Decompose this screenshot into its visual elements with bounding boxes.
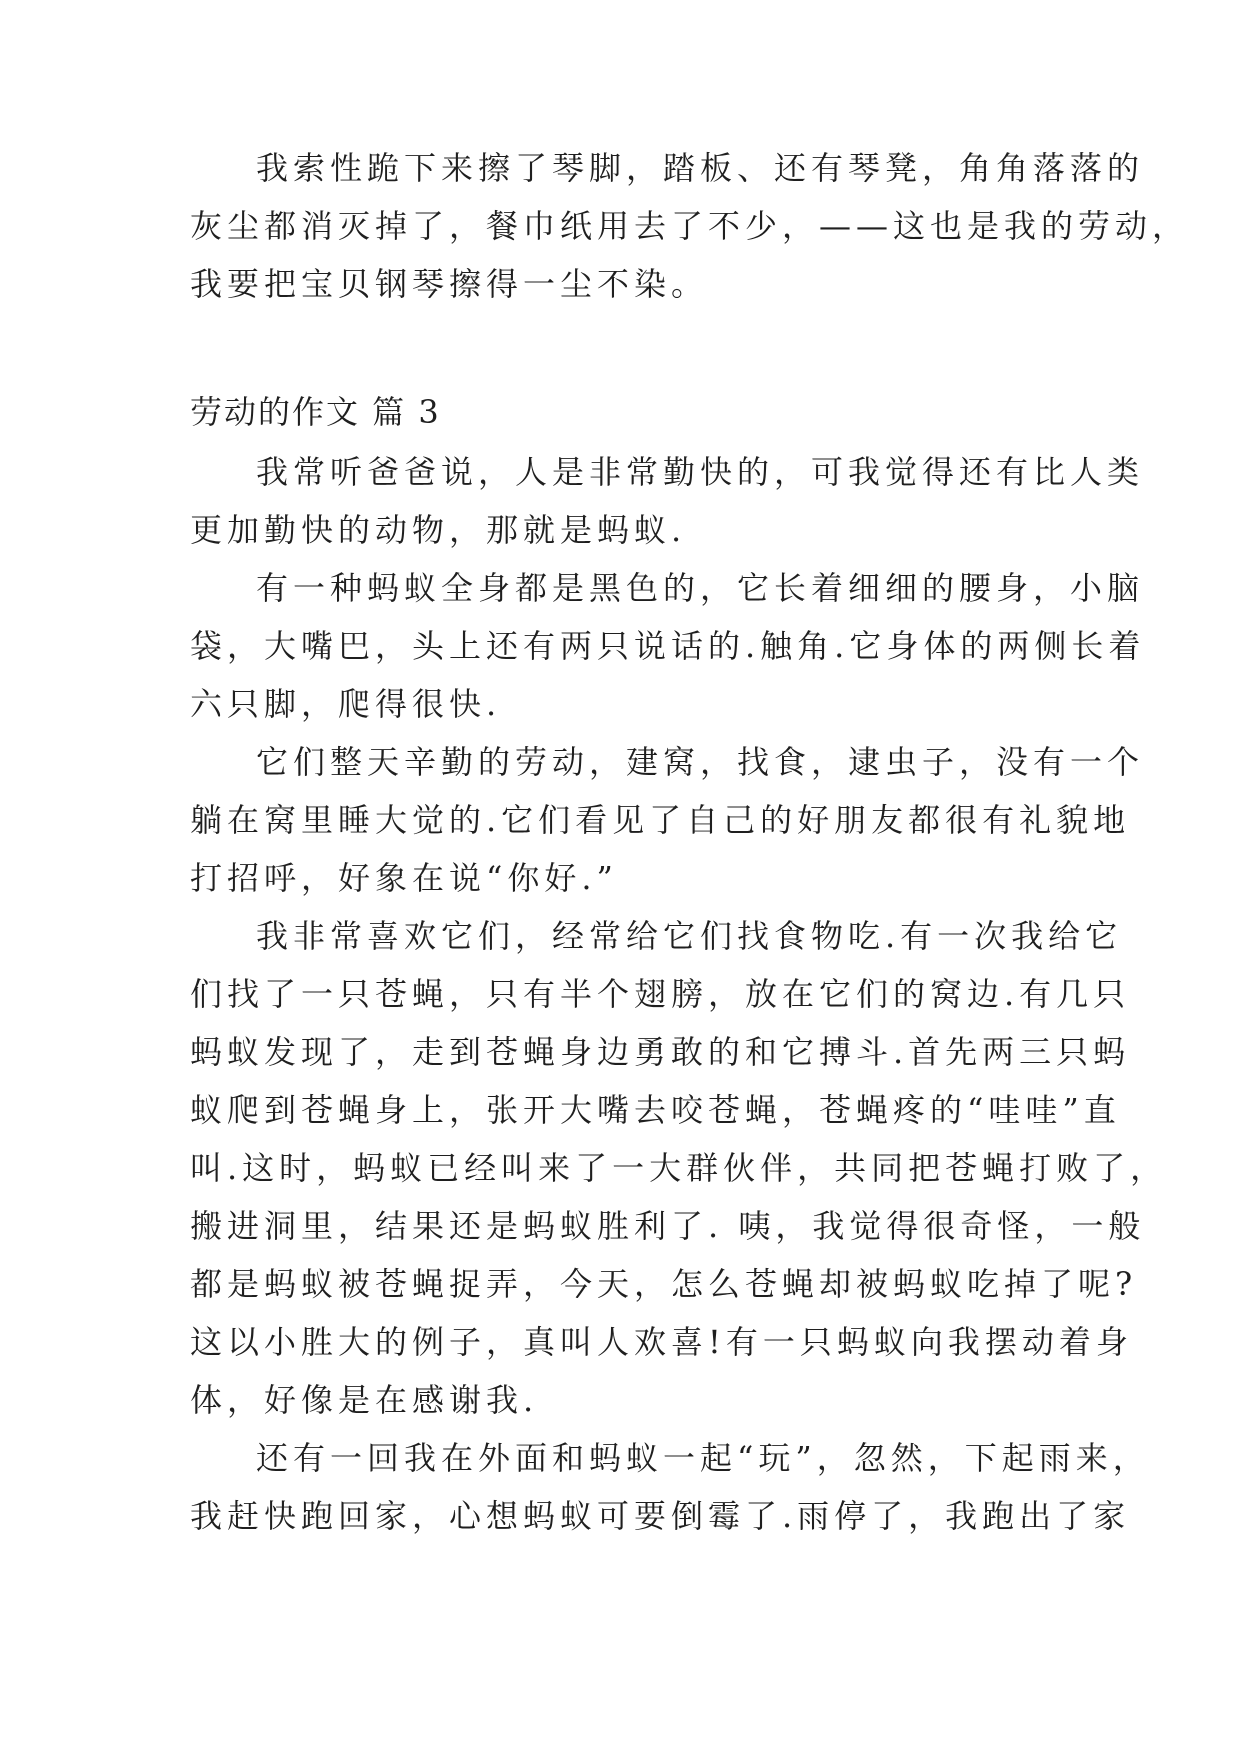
paragraph-line: 六只脚，爬得很快. (190, 685, 502, 723)
paragraph-line: 我索性跪下来擦了琴脚，踏板、还有琴凳，角角落落的 (256, 149, 1145, 187)
paragraph-line: 袋，大嘴巴，头上还有两只说话的.触角.它身体的两侧长着 (190, 627, 1146, 665)
paragraph-line: 这以小胜大的例子，真叫人欢喜!有一只蚂蚁向我摆动着身 (190, 1323, 1133, 1361)
paragraph-line: 叫.这时，蚂蚁已经叫来了一大群伙伴，共同把苍蝇打败了， (190, 1149, 1168, 1187)
paragraph-line: 有一种蚂蚁全身都是黑色的，它长着细细的腰身，小脑 (256, 569, 1145, 607)
paragraph-line: 蚂蚁发现了，走到苍蝇身边勇敢的和它搏斗.首先两三只蚂 (190, 1033, 1131, 1071)
paragraph-line: 灰尘都消灭掉了，餐巾纸用去了不少，——这也是我的劳动， (190, 207, 1190, 245)
paragraph-line: 们找了一只苍蝇，只有半个翅膀，放在它们的窝边.有几只 (190, 975, 1131, 1013)
section-heading: 劳动的作文 篇 3 (190, 393, 441, 431)
paragraph-line: 我非常喜欢它们，经常给它们找食物吃.有一次我给它 (256, 917, 1123, 955)
paragraph-line: 体，好像是在感谢我. (190, 1381, 539, 1419)
paragraph-line: 更加勤快的动物，那就是蚂蚁. (190, 511, 687, 549)
paragraph-line: 我赶快跑回家，心想蚂蚁可要倒霉了.雨停了，我跑出了家 (190, 1497, 1131, 1535)
paragraph-line: 它们整天辛勤的劳动，建窝，找食，逮虫子，没有一个 (256, 743, 1145, 781)
paragraph-line: 都是蚂蚁被苍蝇捉弄，今天，怎么苍蝇却被蚂蚁吃掉了呢? (190, 1265, 1138, 1303)
paragraph-line: 我要把宝贝钢琴擦得一尘不染。 (190, 265, 709, 303)
paragraph-line: 蚁爬到苍蝇身上，张开大嘴去咬苍蝇，苍蝇疼的“哇哇”直 (190, 1091, 1121, 1129)
paragraph-line: 打招呼，好象在说“你好.” (190, 859, 618, 897)
paragraph-line: 还有一回我在外面和蚂蚁一起“玩”，忽然，下起雨来， (256, 1439, 1150, 1477)
paragraph-line: 我常听爸爸说，人是非常勤快的，可我觉得还有比人类 (256, 453, 1145, 491)
paragraph-line: 搬进洞里，结果还是蚂蚁胜利了. 咦，我觉得很奇怪，一般 (190, 1207, 1146, 1245)
paragraph-line: 躺在窝里睡大觉的.它们看见了自己的好朋友都很有礼貌地 (190, 801, 1131, 839)
